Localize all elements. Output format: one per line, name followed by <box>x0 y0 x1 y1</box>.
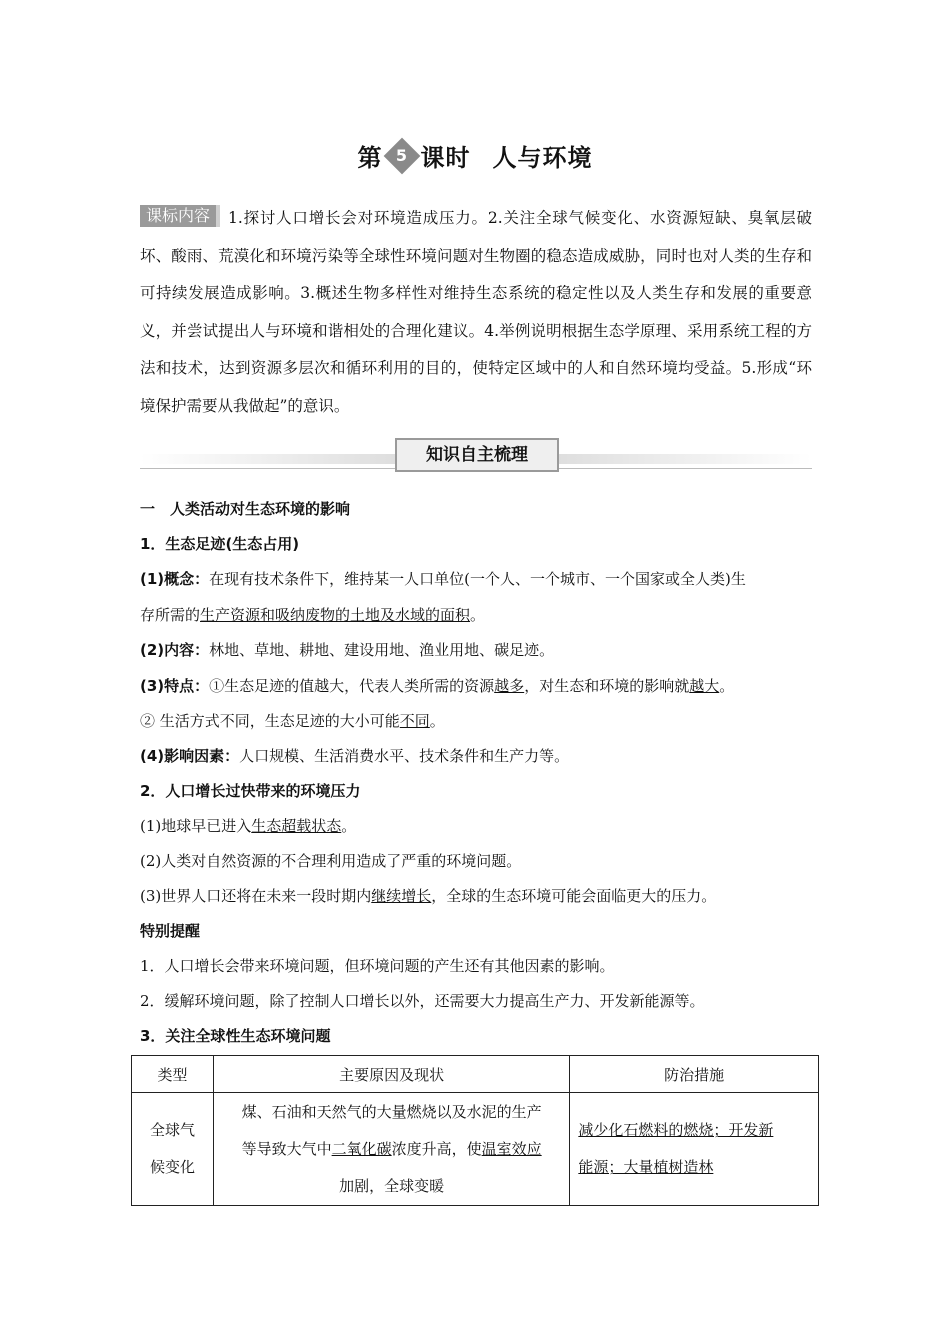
s2-p1-text: (1)地球早已进入 <box>140 817 252 835</box>
feature-end: 。 <box>719 677 735 695</box>
type-line-2: 候变化 <box>149 1158 195 1176</box>
type-cell <box>132 1093 214 1206</box>
feature2-text: ② 生活方式不同，生态足迹的大小可能 <box>140 712 400 730</box>
section-banner-label: 知识自主梳理 <box>395 438 559 472</box>
s2-p3-answer: 继续增长 <box>371 887 432 905</box>
concept-answer: 生产资源和吸纳废物的土地及水域的面积 <box>200 606 471 624</box>
content-text: 林地、草地、耕地、建设用地、渔业用地、碳足迹。 <box>209 641 555 659</box>
feature-answer-2: 越大 <box>689 677 720 695</box>
feature2-answer: 不同 <box>399 712 430 730</box>
concept-label: (1)概念： <box>140 570 210 588</box>
content-label: (2)内容： <box>140 641 210 659</box>
factor-text: 人口规模、生活消费水平、技术条件和生产力等。 <box>239 747 570 765</box>
factor-line <box>140 745 812 766</box>
content-line <box>140 639 812 660</box>
environment-issues-table <box>131 1055 819 1206</box>
title-prefix: 第 <box>357 144 383 172</box>
lesson-number-badge <box>383 138 420 175</box>
s2-p3-text-b: ，全球的生态环境可能会面临更大的压力。 <box>431 887 717 905</box>
page-title <box>0 138 950 173</box>
cause-line-1: 煤、石油和天然气的大量燃烧以及水泥的生产 <box>241 1102 542 1121</box>
s3-heading: 3．关注全球性生态环境问题 <box>140 1027 331 1045</box>
measure-cell <box>570 1093 819 1206</box>
table-header: 主要原因及现状 <box>213 1056 569 1093</box>
remind-1: 1．人口增长会带来环境问题，但环境问题的产生还有其他因素的影响。 <box>140 957 615 975</box>
title-suffix: 课时 <box>420 144 471 172</box>
title-topic: 人与环境 <box>492 144 593 172</box>
curriculum-standard <box>140 200 812 425</box>
feature-line1 <box>140 675 812 696</box>
feature-line2 <box>140 710 812 731</box>
lesson-number: 5 <box>395 146 408 165</box>
concept-text-2: 存所需的 <box>140 606 201 624</box>
feature-label: (3)特点： <box>140 677 210 695</box>
s2-heading: 2．人口增长过快带来的环境压力 <box>140 782 361 800</box>
cause-text: 等导致大气中 <box>241 1139 332 1158</box>
curriculum-tag: 课标内容 <box>140 205 220 227</box>
s2-p2: (2)人类对自然资源的不合理利用造成了严重的环境问题。 <box>140 852 522 870</box>
cause-line-3: 加剧，全球变暖 <box>339 1176 445 1195</box>
concept-line1 <box>140 568 812 589</box>
part1-heading: 一 人类活动对生态环境的影响 <box>140 500 351 518</box>
s2-p1-end: 。 <box>341 817 357 835</box>
table-row <box>132 1093 819 1206</box>
feature-answer-1: 越多 <box>494 677 525 695</box>
feature2-end: 。 <box>429 712 445 730</box>
table-header-row <box>132 1056 819 1093</box>
remind-2: 2．缓解环境问题，除了控制人口增长以外，还需要大力提高生产力、开发新能源等。 <box>140 992 705 1010</box>
concept-text: 在现有技术条件下，维持某一人口单位(一个人、一个城市、一个国家或全人类)生 <box>209 570 746 588</box>
cause-text-2: 浓度升高，使 <box>391 1139 482 1158</box>
table-header: 防治措施 <box>570 1056 819 1093</box>
s2-p3-text: (3)世界人口还将在未来一段时期内 <box>140 887 372 905</box>
concept-end: 。 <box>470 606 486 624</box>
cause-answer-2: 温室效应 <box>481 1139 542 1158</box>
table-header: 类型 <box>132 1056 214 1093</box>
feature-text-a: ①生态足迹的值越大，代表人类所需的资源 <box>209 677 495 695</box>
s2-p1-answer: 生态超载状态 <box>251 817 342 835</box>
type-line-1: 全球气 <box>149 1121 195 1139</box>
remind-heading: 特别提醒 <box>140 922 201 940</box>
concept-line2 <box>140 604 812 625</box>
curriculum-text: 1.探讨人口增长会对环境造成压力。2.关注全球气候变化、水资源短缺、臭氧层破坏、酸雨、荒漠化和环境污染等全球性环境问题对生物圈的稳态造成威胁，同时也对人类的生存和可持续发展造成影响。3.概述生物多样性对维持生态系统的稳定性以及人类生存和发展的重要意义，并尝试提出人与环境和谐相处的合理化建议。4.举例说明根据生态学原理、采用系统工程的方法和技术，达到资源多层次和循环利用的目的，使特定区域中的人和自然环境均受益。5.形成“环境保护需要从我做起”的意识。 <box>140 209 812 415</box>
section-banner <box>140 436 812 472</box>
s2-p3 <box>140 885 812 906</box>
measure-line-1: 减少化石燃料的燃烧；开发新 <box>578 1121 774 1139</box>
measure-line-2: 能源；大量植树造林 <box>578 1158 714 1176</box>
s1-heading: 1．生态足迹(生态占用) <box>140 535 300 553</box>
feature-text-b: ，对生态和环境的影响就 <box>524 677 690 695</box>
factor-label: (4)影响因素： <box>140 747 240 765</box>
cause-cell <box>213 1093 569 1206</box>
s2-p1 <box>140 815 812 836</box>
cause-answer-1: 二氧化碳 <box>331 1139 392 1158</box>
